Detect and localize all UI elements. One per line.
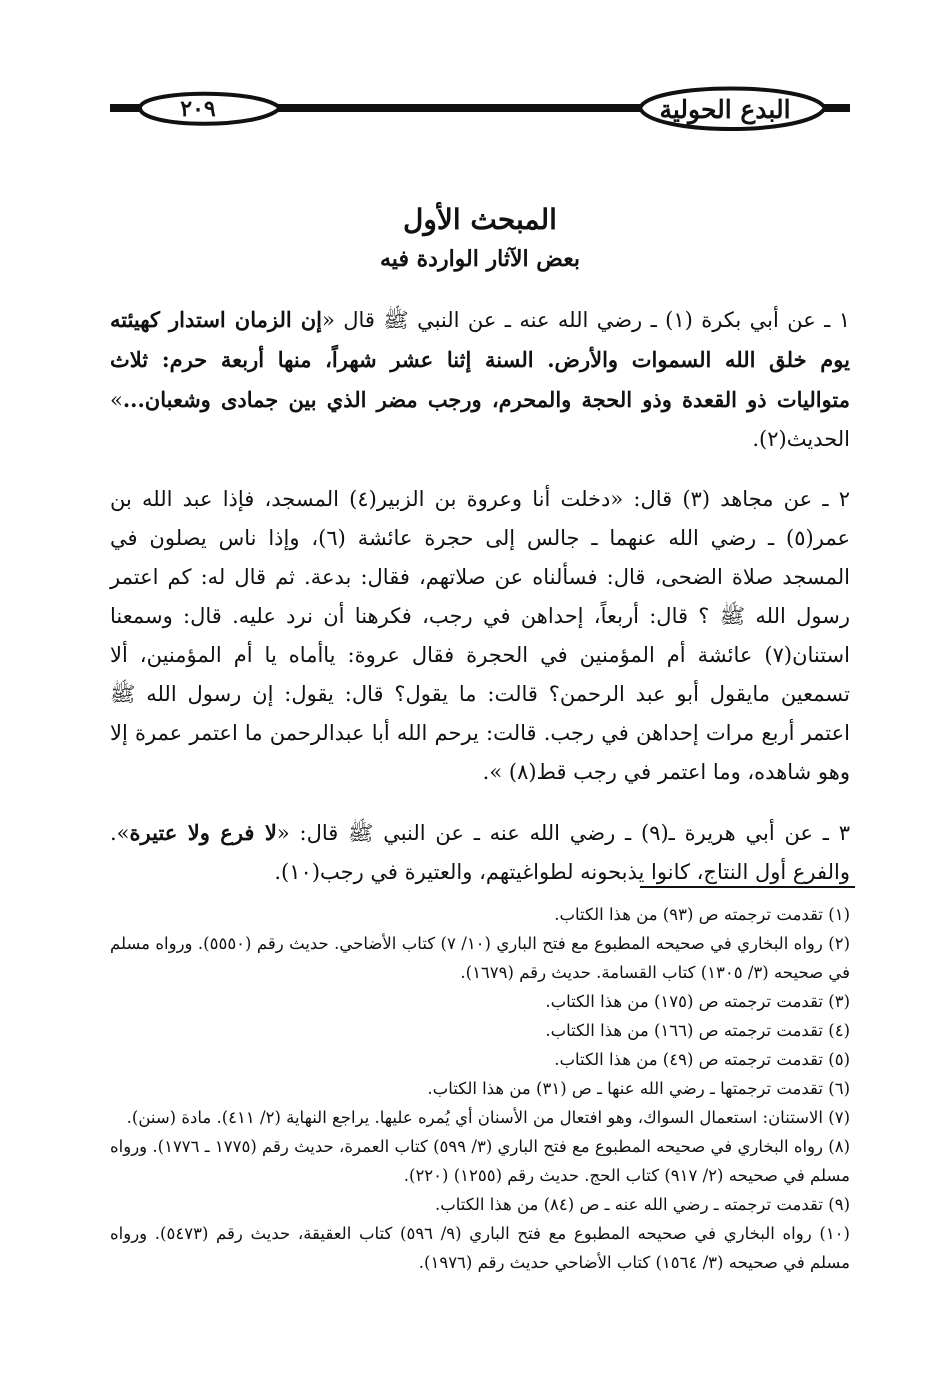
item-number: ١ ـ <box>815 308 850 332</box>
running-title: البدع الحولية <box>659 94 791 124</box>
narration-item <box>110 300 850 459</box>
item-text: عن أبي بكرة (١) ـ رضي الله عنه ـ عن النبي ﷺ قال « <box>321 308 816 332</box>
page-number: ٢٠٩ <box>180 96 216 122</box>
chapter-title: المبحث الأول <box>403 203 557 236</box>
main-text <box>110 300 850 902</box>
narration-item <box>110 813 850 892</box>
footnote: (٦) تقدمت ترجمتها ـ رضي الله عنها ـ ص (٣١) من هذا الكتاب. <box>427 1079 850 1098</box>
item-text: ». والفرع أول النتاج، كانوا يذبحونه لطواغيتهم، والعتيرة في رجب(١٠). <box>110 821 850 884</box>
item-text: عن مجاهد (٣) قال: «دخلت أنا وعروة بن الزبير(٤) المسجد، فإذا عبد الله بن عمر(٥) ـ رضي الله عنهما ـ جالس إلى حجرة عائشة (٦)، وإذا ناس يصلون في المسجد صلاة الضحى، قال: فسألناه عن صلاتهم، فقال: بدعة. ثم قال له: كم اعتمر رسول الله ﷺ ؟ قال: أربعاً، إحداهن في رجب، فكرهنا أن نرد عليه. قال: وسمعنا استنان(٧) عائشة أم المؤمنين في الحجرة فقال عروة: ياأماه يا أم المؤمنين، ألا تسمعين مايقول أبو عبد الرحمن؟ قالت: ما يقول؟ قال: يقول: إن رسول الله ﷺ اعتمر أربع مرات إحداهن في رجب. قالت: يرحم الله أبا عبدالرحمن ما اعتمر عمرة إلا وهو شاهده، وما اعتمر في رجب قط(٨) ». <box>110 487 850 784</box>
footnotes <box>110 900 850 1277</box>
hadith-text: إن الزمان استدار كهيئته يوم خلق الله السموات والأرض. السنة إثنا عشر شهراً، منها أربعة حرم: ثلاث متواليات ذو القعدة وذو الحجة والمحرم، ورجب مضر الذي بين جمادى وشعبان... <box>110 307 850 412</box>
chapter-subtitle: بعض الآثار الواردة فيه <box>380 246 580 272</box>
hadith-text: لا فرع ولا عتيرة <box>129 820 277 845</box>
footnote: (٥) تقدمت ترجمته ص (٤٩) من هذا الكتاب. <box>554 1050 850 1069</box>
footnote: (٧) الاستنان: استعمال السواك، وهو افتعال من الأسنان أي يُمره عليها. يراجع النهاية (٢/ ٤١١). مادة (سنن). <box>126 1108 850 1127</box>
narration-item <box>110 480 850 792</box>
footnote: (٩) تقدمت ترجمته ـ رضي الله عنه ـ ص (٨٤) من هذا الكتاب. <box>435 1195 850 1214</box>
item-text: عن أبي هريرة ـ(٩) ـ رضي الله عنه ـ عن النبي ﷺ قال: « <box>276 821 813 845</box>
footnote: (١) تقدمت ترجمته ص (٩٣) من هذا الكتاب. <box>554 905 850 924</box>
footnote-separator <box>640 886 855 888</box>
item-number: ٣ ـ <box>813 821 851 845</box>
footnote: (١٠) رواه البخاري في صحيحه المطبوع مع فتح الباري (٩/ ٥٩٦) كتاب العقيقة، حديث رقم (٥٤٧٣). ورواه مسلم في صحيحه (٣/ ١٥٦٤) كتاب الأضاحي حديث رقم (١٩٧٦). <box>110 1224 850 1272</box>
footnote: (٤) تقدمت ترجمته ص (١٦٦) من هذا الكتاب. <box>545 1021 850 1040</box>
page-header <box>110 78 850 148</box>
footnote: (٨) رواه البخاري في صحيحه المطبوع مع فتح الباري (٣/ ٥٩٩) كتاب العمرة، حديث رقم (١٧٧٥ ـ ١٧٧٦). ورواه مسلم في صحيحه (٢/ ٩١٧) كتاب الحج. حديث رقم (١٢٥٥) (٢٢٠). <box>110 1137 851 1185</box>
item-number: ٢ ـ <box>812 487 850 511</box>
item-text: » الحديث(٢). <box>110 388 850 451</box>
footnote: (٢) رواه البخاري في صحيحه المطبوع مع فتح الباري (١٠/ ٧) كتاب الأضاحي. حديث رقم (٥٥٥٠). ورواه مسلم في صحيحه (٣/ ١٣٠٥) كتاب القسامة. حديث رقم (١٦٧٩). <box>110 934 850 982</box>
chapter-heading <box>110 198 850 276</box>
footnote: (٣) تقدمت ترجمته ص (١٧٥) من هذا الكتاب. <box>545 992 850 1011</box>
